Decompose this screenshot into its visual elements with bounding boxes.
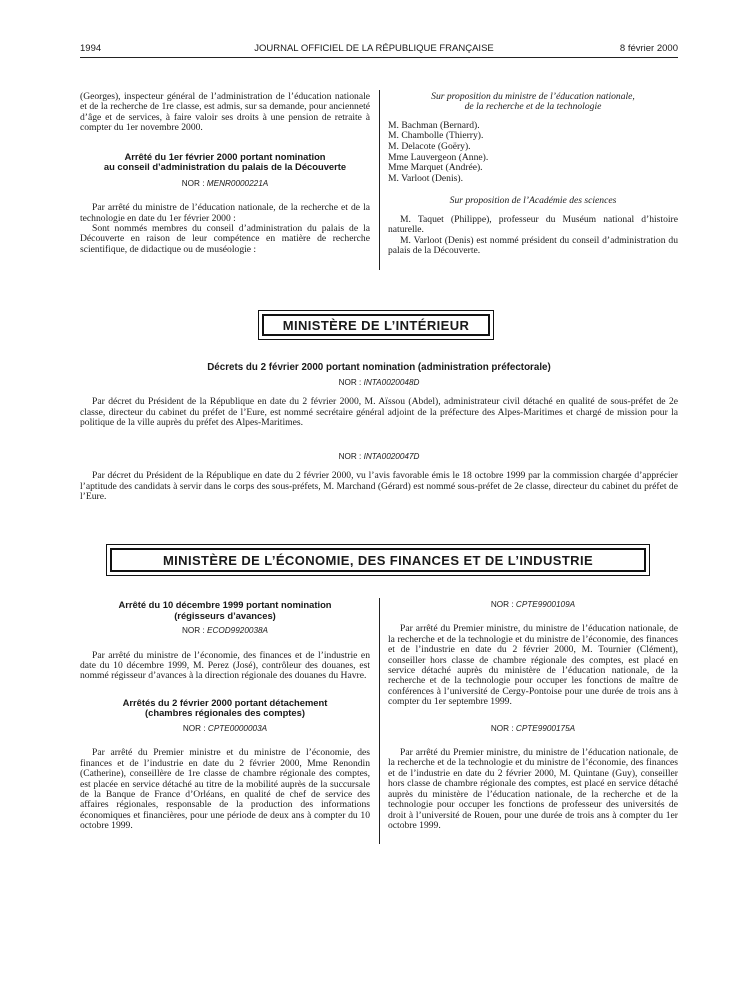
arrete-paragraph: Par arrêté du ministre de l’éducation nationale, de la recherche et de la technologie en date du 1er février 2000 : — [80, 202, 370, 224]
member-item: M. Chambolle (Thierry). — [388, 130, 484, 142]
decret-text: Par décret du Président de la République en date du 2 février 2000, M. Aïssou (Abdel), administrateur civil détaché en qualité de sous-préfet de 2e classe, directeur du cabinet du préfet de l’Eure, est nommé secrétaire général adjoint de la préfecture des Alpes-Maritimes et chargé de mission pour la politique de la ville auprès du préfet des Alpes-Maritimes. — [80, 396, 678, 429]
nor-label: NOR : — [181, 626, 205, 636]
decret-paragraph-1 — [80, 397, 678, 429]
nor-reference — [388, 600, 678, 610]
arrete-paragraph: Sont nommés membres du conseil d’administration du palais de la Découverte en raison de leur compétence en matière de recherche scientifique, de didactique ou de muséologie : — [80, 223, 370, 255]
arrete-title-line1: Arrêté du 1er février 2000 portant nomination — [124, 150, 326, 162]
arrete-title-line1: Arrêté du 10 décembre 1999 portant nomination — [118, 599, 332, 610]
varloot-paragraph: M. Varloot (Denis) est nommé président du conseil d’administration du palais de la Découverte. — [388, 234, 678, 256]
decrets-title: Décrets du 2 février 2000 portant nomination (administration préfectorale) — [207, 362, 551, 373]
column-divider — [379, 90, 380, 270]
nor-reference — [388, 724, 678, 734]
arrete-paragraph: Par arrêté du ministre de l’économie, des finances et de l’industrie en date du 10 décembre 1999, M. Perez (José), contrôleur des douanes, est nommé régisseur d’avances à la direction régionale des douanes du Havre. — [80, 649, 370, 682]
proposal-heading — [388, 92, 678, 113]
members-list — [388, 121, 678, 185]
nor-reference — [80, 452, 678, 461]
decret-paragraph-2 — [80, 471, 678, 503]
member-item: M. Varloot (Denis). — [388, 172, 463, 184]
nor-label: NOR : — [181, 178, 205, 188]
arrete-paragraph: Par arrêté du Premier ministre et du ministre de l’économie, des finances et de l’industrie en date du 2 février 2000, Mme Renondin (Catherine), conseillère de 1re classe de chambre régionale des comptes, est placée en service détaché au titre de la mobilité auprès de la succursale de la Banque de France d’Orléans, en qualité de chef de service des affaires régionales, responsable de la production des informations économiques et financières, pour une période de deux ans à compter du 10 octobre 1999. — [80, 747, 370, 832]
bottom-right-column — [388, 600, 678, 831]
page-number: 1994 — [80, 43, 102, 54]
arrete-title-line2: (chambres régionales des comptes) — [145, 707, 305, 719]
bottom-left-column — [80, 600, 370, 832]
nor-label: NOR : — [338, 452, 362, 461]
nor-reference — [80, 724, 370, 734]
member-item: M. Bachman (Bernard). — [388, 119, 480, 131]
arrete-title-line1: Arrêtés du 2 février 2000 portant détachement — [122, 696, 328, 708]
ministry-economie-box — [106, 544, 650, 576]
member-item: Mme Lauvergeon (Anne). — [388, 151, 489, 163]
nor-code: INTA0020047D — [363, 452, 420, 461]
ministry-economie-title: MINISTÈRE DE L’ÉCONOMIE, DES FINANCES ET DE L’INDUSTRIE — [110, 548, 646, 572]
arrete-paragraph: Par arrêté du Premier ministre, du ministre de l’éducation nationale, de la recherche et de la technologie et du ministre de l’économie, des finances et de l’industrie en date du 2 février 2000, M. Quintane (Guy), conseiller hors classe de chambre régionale des comptes, est placé en service détaché auprès du ministère de l’éducation nationale, de la recherche et de la technologie pour occuper les fonctions de professeur des universités de droit à l’université de Rouen, pour une durée de trois ans à compter du 1er octobre 1999. — [388, 747, 678, 831]
nor-code: CPTE9900175A — [515, 723, 576, 733]
nor-label: NOR : — [490, 600, 514, 609]
member-item: Mme Marquet (Andrée). — [388, 162, 483, 174]
arrete-title — [80, 152, 370, 173]
header-rule — [80, 57, 678, 58]
arrete-title-line2: (régisseurs d’avances) — [174, 609, 276, 621]
nor-label: NOR : — [338, 378, 362, 387]
proposal-line1: Sur proposition du ministre de l’éducation nationale, — [431, 91, 635, 102]
decret-text: Par décret du Président de la République en date du 2 février 2000, vu l’avis favorable émis le 18 octobre 1999 par la commission chargée d’apprécier l’aptitude des candidats à servir dans le corps des sous-préfets, M. Marchand (Gérard) est nommé sous-préfet de 2e classe, directeur du cabinet du préfet de l’Eure. — [80, 470, 678, 503]
nor-code: CPTE9900109A — [515, 600, 576, 609]
academie-proposal-heading: Sur proposition de l’Académie des sciences — [449, 195, 617, 207]
nor-code: MENR0000221A — [206, 178, 269, 188]
ministry-interieur-title: MINISTÈRE DE L’INTÉRIEUR — [262, 314, 490, 336]
journal-title: JOURNAL OFFICIEL DE LA RÉPUBLIQUE FRANÇAISE — [254, 43, 494, 54]
arrete-title — [80, 698, 370, 719]
proposal-line2: de la recherche et de la technologie — [464, 101, 602, 113]
arrete-title — [80, 600, 370, 621]
nor-code: INTA0020048D — [363, 378, 420, 387]
nor-code: CPTE0000003A — [207, 724, 268, 733]
top-right-column — [388, 92, 678, 256]
nor-reference — [80, 626, 370, 636]
ministry-interieur-box — [258, 310, 494, 340]
nor-code: ECOD9920038A — [207, 626, 269, 636]
issue-date: 8 février 2000 — [619, 43, 678, 54]
top-left-column — [80, 92, 370, 255]
nor-label: NOR : — [490, 723, 514, 733]
taquet-paragraph: M. Taquet (Philippe), professeur du Muséum national d’histoire naturelle. — [388, 213, 678, 236]
intro-paragraph: (Georges), inspecteur général de l’administration de l’éducation nationale et de la recherche de 1re classe, est admis, sur sa demande, pour ancienneté d’âge et de services, à faire valoir ses droits à une pension de retraite à compter du 1er novembre 2000. — [80, 91, 370, 134]
arrete-title-line2: au conseil d’administration du palais de la Découverte — [103, 161, 347, 173]
column-divider — [379, 598, 380, 844]
nor-reference — [80, 179, 370, 189]
member-item: M. Delacote (Goëry). — [388, 141, 471, 152]
arrete-paragraph: Par arrêté du Premier ministre, du ministre de l’éducation nationale, de la recherche et de la technologie et du ministre de l’économie, des finances et de l’industrie en date du 2 février 2000, M. Tournier (Clément), conseiller hors classe de chambre régionale des comptes, est placé en service détaché auprès du ministère de l’éducation nationale, de la recherche et de la technologie pour occuper les fonctions de maître de conférences à l’université de Cergy-Pontoise pour une durée de trois ans à compter du 1er septembre 1999. — [388, 623, 678, 708]
nor-label: NOR : — [182, 724, 206, 733]
nor-reference — [80, 378, 678, 387]
